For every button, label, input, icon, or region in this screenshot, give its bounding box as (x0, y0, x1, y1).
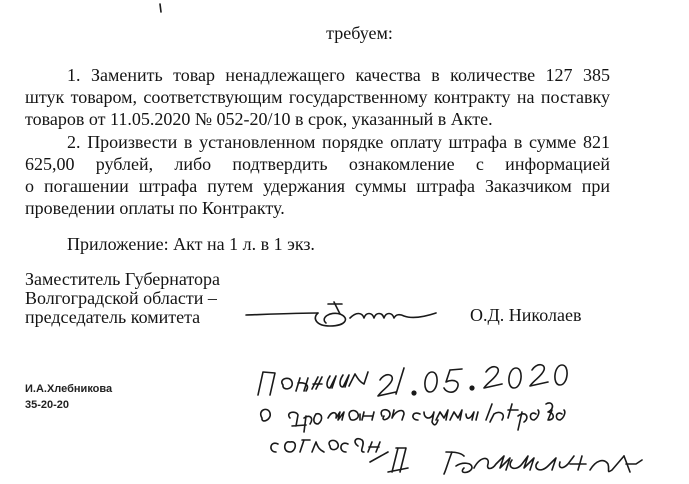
signatory-title-line-3: председатель комитета (25, 307, 201, 327)
clause-1-line-1: 1. Заменить товар ненадлежащего качества в количестве 127 385 (67, 65, 610, 85)
handwritten-note-line-2 (261, 403, 565, 432)
executor-name: И.А.Хлебникова (25, 383, 113, 395)
signatory-title-line-1: Заместитель Губернатора (25, 269, 221, 289)
signatory-name: О.Д. Николаев (470, 305, 582, 325)
clause-1-line-3: товаров от 11.05.2020 № 052-20/10 в срок, указанный в Акте. (25, 109, 493, 129)
clause-2-line-2: 625,00 рублей, либо подтвердить ознакомление с информацией (25, 154, 610, 174)
receiver-signature (370, 448, 642, 474)
signatory-title (25, 270, 220, 327)
demand-heading: требуем: (326, 23, 393, 43)
signatory-title-line-2: Волгоградской области – (25, 288, 217, 308)
official-signature (246, 302, 436, 326)
executor-info (25, 381, 112, 413)
handwritten-note-line-3 (271, 439, 380, 452)
clause-2-line-4: проведении оплаты по Контракту. (25, 198, 285, 218)
executor-phone: 35-20-20 (25, 399, 70, 411)
clause-1-line-2: штук товаром, соответствующим государственному контракту на поставку (25, 87, 610, 107)
scan-mark (160, 4, 161, 12)
handwritten-note-line-1 (258, 365, 567, 396)
attachment-line: Приложение: Акт на 1 л. в 1 экз. (67, 234, 315, 254)
clause-2-line-3: о погашении штрафа путем удержания суммы штрафа Заказчиком при (25, 176, 610, 196)
clause-2-line-1: 2. Произвести в установленном порядке оплату штрафа в сумме 821 (67, 132, 610, 152)
